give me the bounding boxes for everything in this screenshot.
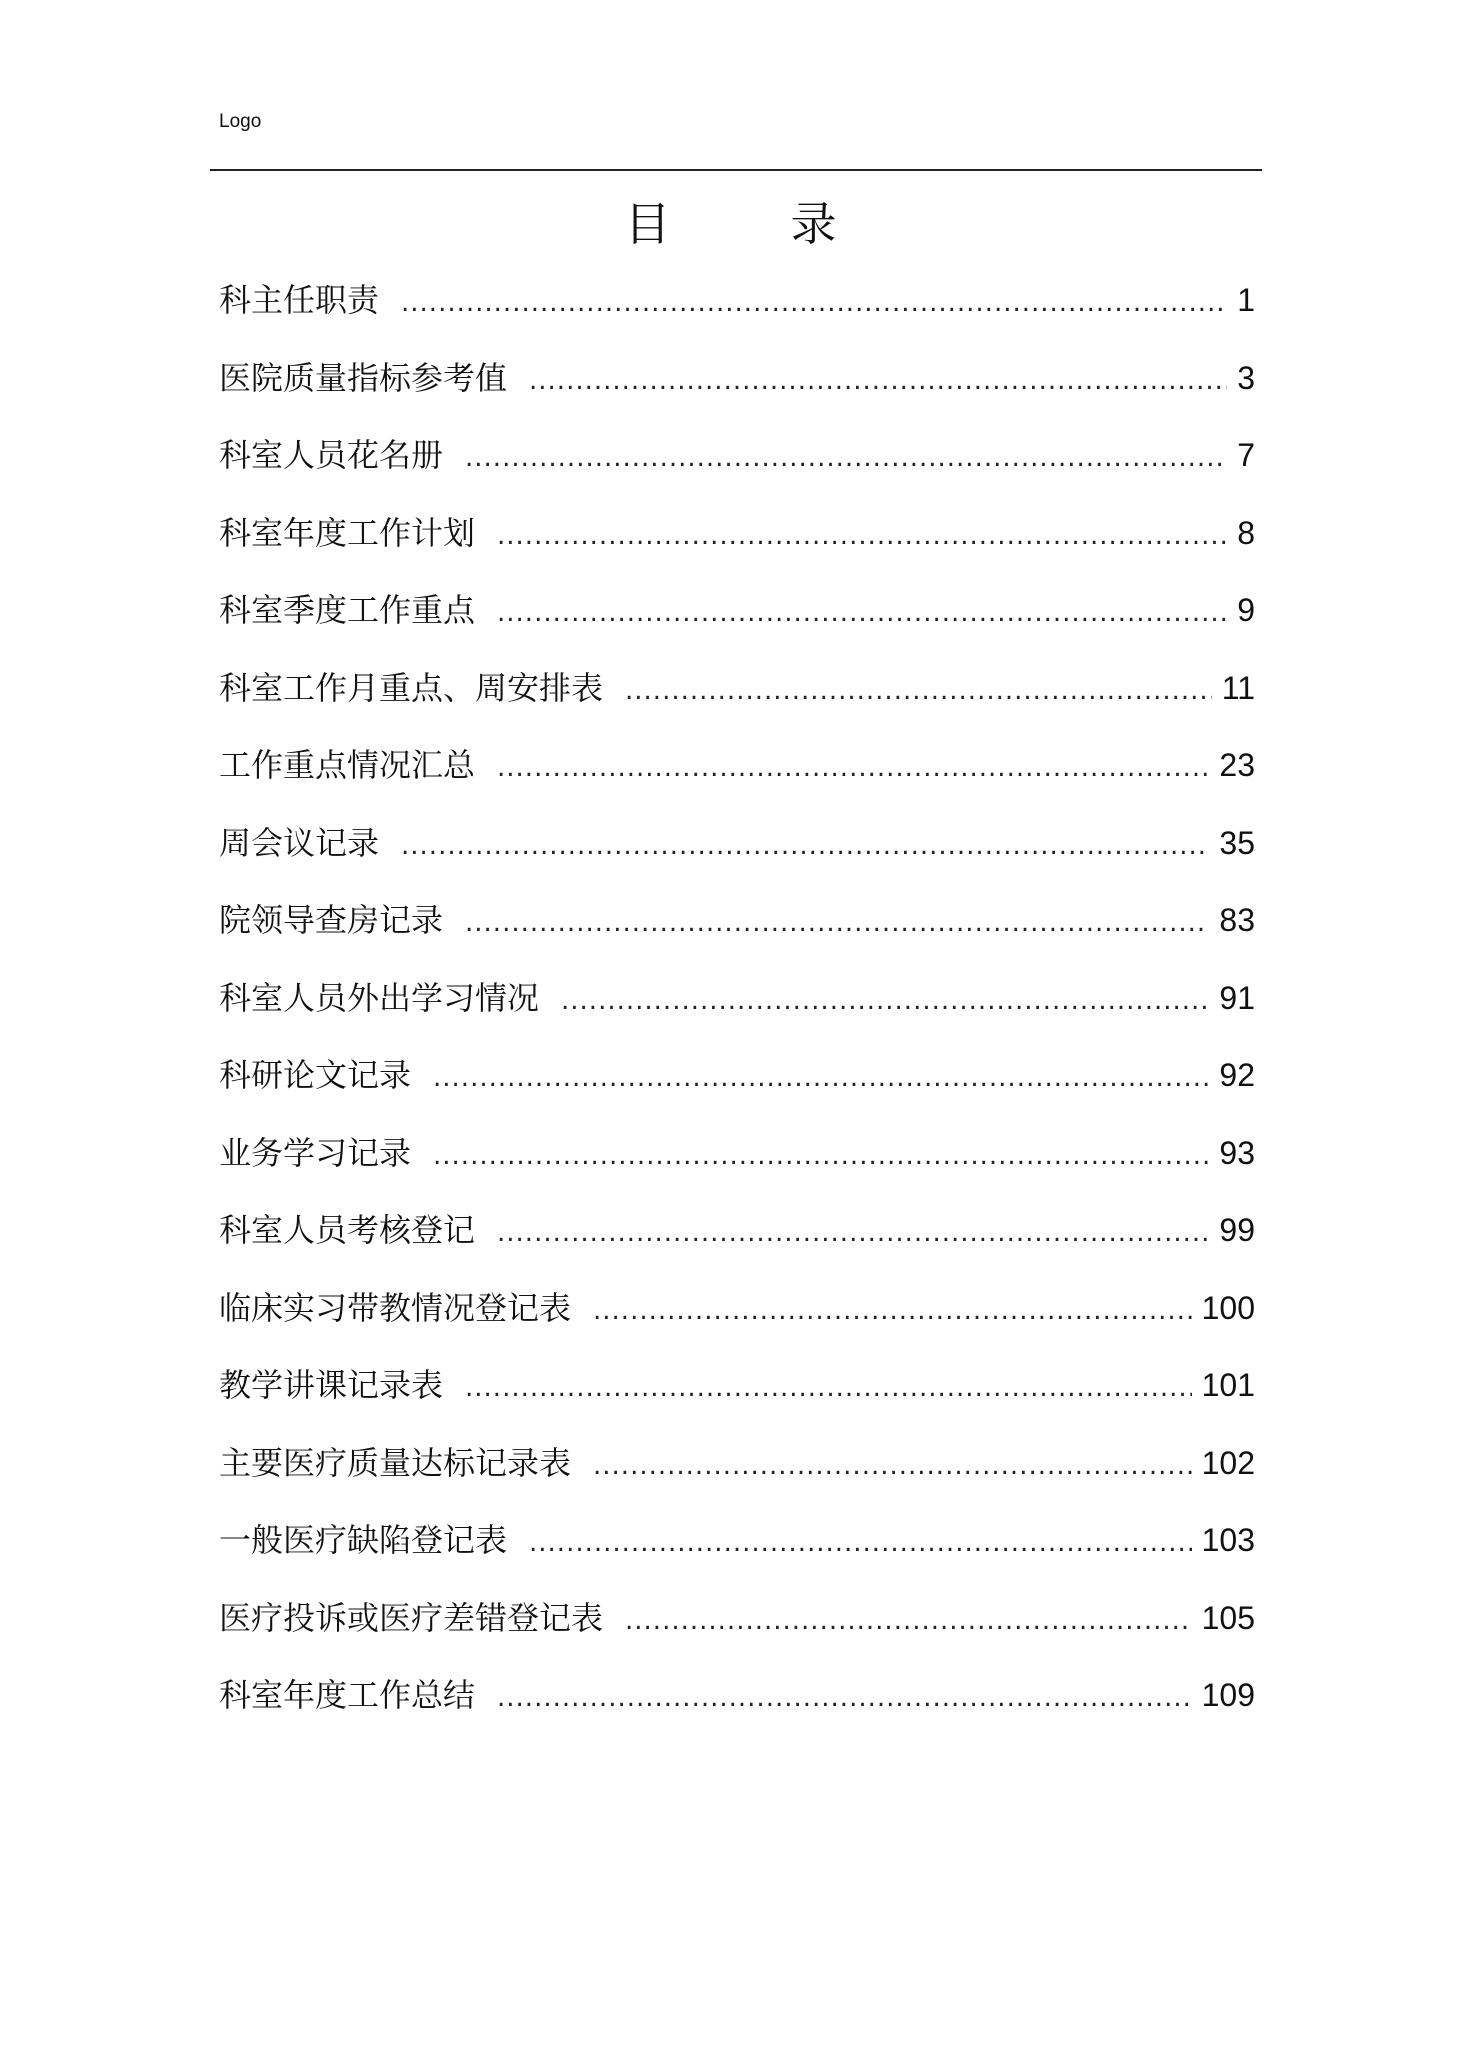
toc-entry[interactable] [219,1278,1255,1356]
toc-entry-label: 科室人员考核登记 [219,1211,476,1249]
toc-leader-dots [401,816,1209,876]
toc-entry[interactable] [219,1665,1255,1743]
toc-leader-dots [625,1591,1192,1651]
toc-leader-dots [593,1281,1192,1341]
toc-entry-page: 91 [1219,979,1255,1016]
toc-entry-page: 101 [1201,1367,1255,1403]
toc-entry-label: 教学讲课记录表 [219,1366,444,1404]
toc-entry-label: 科室人员花名册 [219,436,444,474]
toc-entry-page: 8 [1237,514,1255,551]
header-divider [210,169,1262,171]
toc-entry[interactable] [219,503,1255,581]
toc-entry[interactable] [219,735,1255,813]
toc-entry[interactable] [219,890,1255,968]
toc-leader-dots [497,1203,1209,1263]
toc-title: 目录 [624,197,957,251]
toc-entry-label: 科室季度工作重点 [219,591,476,629]
toc-entry-label: 科研论文记录 [219,1056,412,1094]
toc-entry[interactable] [219,348,1255,426]
toc-entry-label: 科室人员外出学习情况 [219,978,540,1017]
toc-entry-page: 83 [1219,902,1255,938]
toc-entry-label: 工作重点情况汇总 [219,746,476,784]
toc-entry-page: 100 [1201,1289,1255,1326]
toc-entry-page: 7 [1237,437,1255,473]
toc-entry-page: 93 [1219,1134,1255,1171]
toc-entry-label: 医疗投诉或医疗差错登记表 [219,1598,604,1637]
toc-entry-page: 1 [1237,282,1255,318]
toc-leader-dots [465,428,1227,488]
toc-entry[interactable] [219,1045,1255,1123]
toc-entry-page: 92 [1219,1057,1255,1093]
toc-entry[interactable] [219,1588,1255,1666]
toc-entry[interactable] [219,1433,1255,1511]
toc-leader-dots [497,738,1209,798]
toc-entry-label: 科室年度工作总结 [219,1676,476,1714]
toc-entry[interactable] [219,270,1255,348]
toc-leader-dots [465,893,1209,953]
toc-entry-page: 103 [1201,1522,1255,1558]
table-of-contents [219,270,1255,1743]
toc-entry[interactable] [219,580,1255,658]
toc-entry-label: 科室年度工作计划 [219,513,476,552]
toc-entry-label: 一般医疗缺陷登记表 [219,1521,508,1559]
toc-entry-label: 周会议记录 [219,823,380,862]
toc-entry-page: 102 [1201,1444,1255,1481]
toc-entry-label: 科室工作月重点、周安排表 [219,668,604,707]
toc-entry-page: 9 [1237,592,1255,628]
toc-entry[interactable] [219,1510,1255,1588]
toc-entry-page: 3 [1237,359,1255,396]
toc-leader-dots [497,583,1227,643]
toc-entry-page: 35 [1219,824,1255,861]
toc-entry-label: 主要医疗质量达标记录表 [219,1443,572,1482]
toc-entry[interactable] [219,1200,1255,1278]
toc-entry[interactable] [219,1123,1255,1201]
toc-entry[interactable] [219,1355,1255,1433]
toc-leader-dots [465,1358,1192,1418]
header-logo-text: Logo [219,111,262,132]
toc-entry[interactable] [219,813,1255,891]
toc-leader-dots [497,506,1227,566]
toc-leader-dots [433,1126,1209,1186]
toc-entry[interactable] [219,425,1255,503]
toc-entry-page: 109 [1201,1677,1255,1713]
toc-entry-label: 业务学习记录 [219,1133,412,1172]
toc-leader-dots [561,971,1209,1031]
toc-entry-page: 105 [1201,1599,1255,1636]
toc-leader-dots [497,1668,1192,1728]
toc-leader-dots [529,351,1227,411]
toc-entry-label: 科主任职责 [219,281,380,319]
toc-entry[interactable] [219,968,1255,1046]
toc-entry-label: 医院质量指标参考值 [219,358,508,397]
toc-leader-dots [401,273,1227,333]
toc-entry[interactable] [219,658,1255,736]
toc-entry-page: 99 [1219,1212,1255,1248]
toc-leader-dots [433,1048,1209,1108]
toc-entry-label: 院领导查房记录 [219,901,444,939]
toc-entry-label: 临床实习带教情况登记表 [219,1288,572,1327]
toc-leader-dots [593,1436,1192,1496]
toc-leader-dots [625,661,1212,721]
toc-leader-dots [529,1513,1192,1573]
toc-entry-page: 23 [1219,747,1255,783]
toc-entry-page: 11 [1221,669,1255,706]
